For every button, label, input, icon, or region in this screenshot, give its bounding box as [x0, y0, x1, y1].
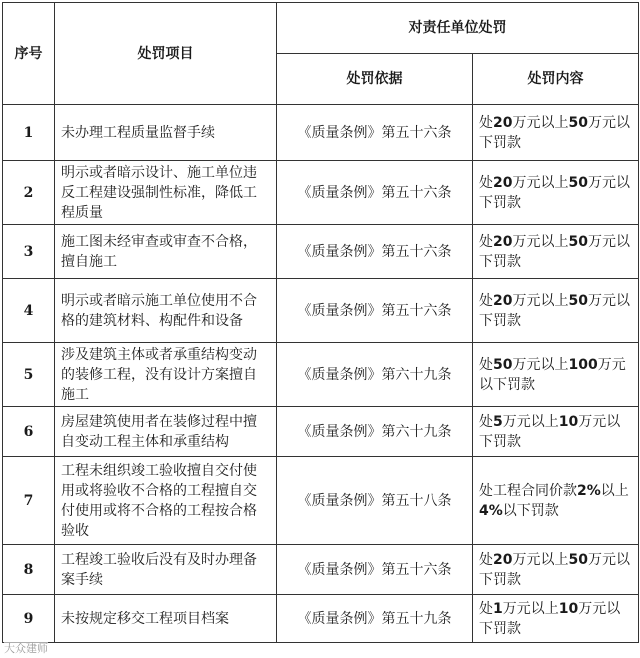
row-content	[473, 545, 639, 595]
content-text: 处	[479, 292, 493, 309]
content-amount: 10	[558, 600, 579, 617]
row-content	[473, 105, 639, 161]
table-row	[3, 279, 639, 343]
content-amount: 50	[568, 233, 588, 250]
content-text: 处	[479, 551, 493, 568]
row-basis: 《质量条例》第五十六条	[277, 279, 473, 343]
content-amount: 20	[493, 551, 513, 568]
content-amount: 20	[493, 292, 513, 309]
content-amount: 50	[493, 356, 513, 373]
row-basis: 《质量条例》第五十九条	[277, 595, 473, 643]
content-text: 以上	[600, 482, 629, 499]
row-number: 4	[3, 279, 55, 343]
content-text: 处	[479, 356, 493, 373]
row-content	[473, 161, 639, 225]
row-item: 未按规定移交工程项目档案	[55, 595, 277, 643]
row-basis: 《质量条例》第五十六条	[277, 161, 473, 225]
row-content	[473, 595, 639, 643]
content-text: 处	[479, 174, 493, 191]
content-amount: 20	[493, 114, 513, 131]
row-content	[473, 279, 639, 343]
row-content	[473, 457, 639, 545]
table-row	[3, 225, 639, 279]
header-item: 处罚项目	[55, 3, 277, 105]
row-content	[473, 225, 639, 279]
content-amount: 50	[568, 292, 588, 309]
header-group: 对责任单位处罚	[277, 3, 639, 54]
content-text: 万元以上	[502, 600, 559, 617]
row-basis: 《质量条例》第六十九条	[277, 343, 473, 407]
content-amount: 10	[558, 413, 579, 430]
row-number: 3	[3, 225, 55, 279]
row-basis: 《质量条例》第五十六条	[277, 225, 473, 279]
content-amount: 50	[568, 551, 588, 568]
content-text: 万元以下罚款	[479, 114, 630, 151]
row-item: 未办理工程质量监督手续	[55, 105, 277, 161]
content-text: 万元以上	[512, 114, 569, 131]
content-amount: 20	[493, 174, 513, 191]
table-row	[3, 105, 639, 161]
content-amount: 5	[493, 413, 503, 430]
content-text: 万元以下罚款	[479, 356, 626, 393]
row-item: 明示或者暗示设计、施工单位违反工程建设强制性标准，降低工程质量	[55, 161, 277, 225]
row-item: 工程竣工验收后没有及时办理备案手续	[55, 545, 277, 595]
table-row	[3, 457, 639, 545]
row-basis: 《质量条例》第六十九条	[277, 407, 473, 457]
row-number: 7	[3, 457, 55, 545]
row-content	[473, 407, 639, 457]
content-text: 处	[479, 413, 493, 430]
content-text: 万元以上	[512, 174, 569, 191]
table-row	[3, 343, 639, 407]
row-basis: 《质量条例》第五十六条	[277, 105, 473, 161]
table-row	[3, 595, 639, 643]
content-text: 以下罚款	[502, 502, 559, 519]
content-amount: 1	[493, 600, 503, 617]
content-text: 处	[479, 114, 493, 131]
row-number: 2	[3, 161, 55, 225]
penalty-table	[2, 2, 639, 643]
content-text: 处	[479, 233, 493, 250]
watermark: 大众建师	[4, 642, 48, 655]
content-text: 处	[479, 600, 493, 617]
row-item: 明示或者暗示施工单位使用不合格的建筑材料、构配件和设备	[55, 279, 277, 343]
content-text: 万元以下罚款	[479, 292, 630, 329]
content-amount: 20	[493, 233, 513, 250]
content-amount: 50	[568, 114, 588, 131]
row-item: 房屋建筑使用者在装修过程中擅自变动工程主体和承重结构	[55, 407, 277, 457]
content-amount: 2%	[577, 482, 601, 499]
row-number: 6	[3, 407, 55, 457]
content-text: 万元以下罚款	[479, 551, 630, 588]
row-item: 工程未组织竣工验收擅自交付使用或将验收不合格的工程擅自交付使用或将不合格的工程按合格验收	[55, 457, 277, 545]
row-item: 施工图未经审查或审查不合格，擅自施工	[55, 225, 277, 279]
header-seq: 序号	[3, 3, 55, 105]
row-number: 9	[3, 595, 55, 643]
row-basis: 《质量条例》第五十六条	[277, 545, 473, 595]
content-text: 万元以上	[512, 551, 569, 568]
row-number: 8	[3, 545, 55, 595]
row-number: 5	[3, 343, 55, 407]
content-amount: 4%	[479, 502, 503, 519]
table-row	[3, 545, 639, 595]
row-content	[473, 343, 639, 407]
content-text: 万元以下罚款	[479, 413, 621, 450]
table-row	[3, 161, 639, 225]
content-text: 万元以上	[512, 356, 569, 373]
row-item: 涉及建筑主体或者承重结构变动的装修工程，没有设计方案擅自施工	[55, 343, 277, 407]
table-body	[3, 105, 639, 643]
content-text: 处工程合同价款	[479, 482, 577, 499]
row-number: 1	[3, 105, 55, 161]
table-row	[3, 407, 639, 457]
content-text: 万元以下罚款	[479, 174, 630, 211]
content-amount: 50	[568, 174, 588, 191]
header-content: 处罚内容	[473, 54, 639, 105]
content-text: 万元以下罚款	[479, 233, 630, 270]
content-text: 万元以上	[502, 413, 559, 430]
content-text: 万元以上	[512, 292, 569, 309]
row-basis: 《质量条例》第五十八条	[277, 457, 473, 545]
content-amount: 100	[568, 356, 598, 373]
content-text: 万元以上	[512, 233, 569, 250]
header-basis: 处罚依据	[277, 54, 473, 105]
content-text: 万元以下罚款	[479, 600, 621, 637]
